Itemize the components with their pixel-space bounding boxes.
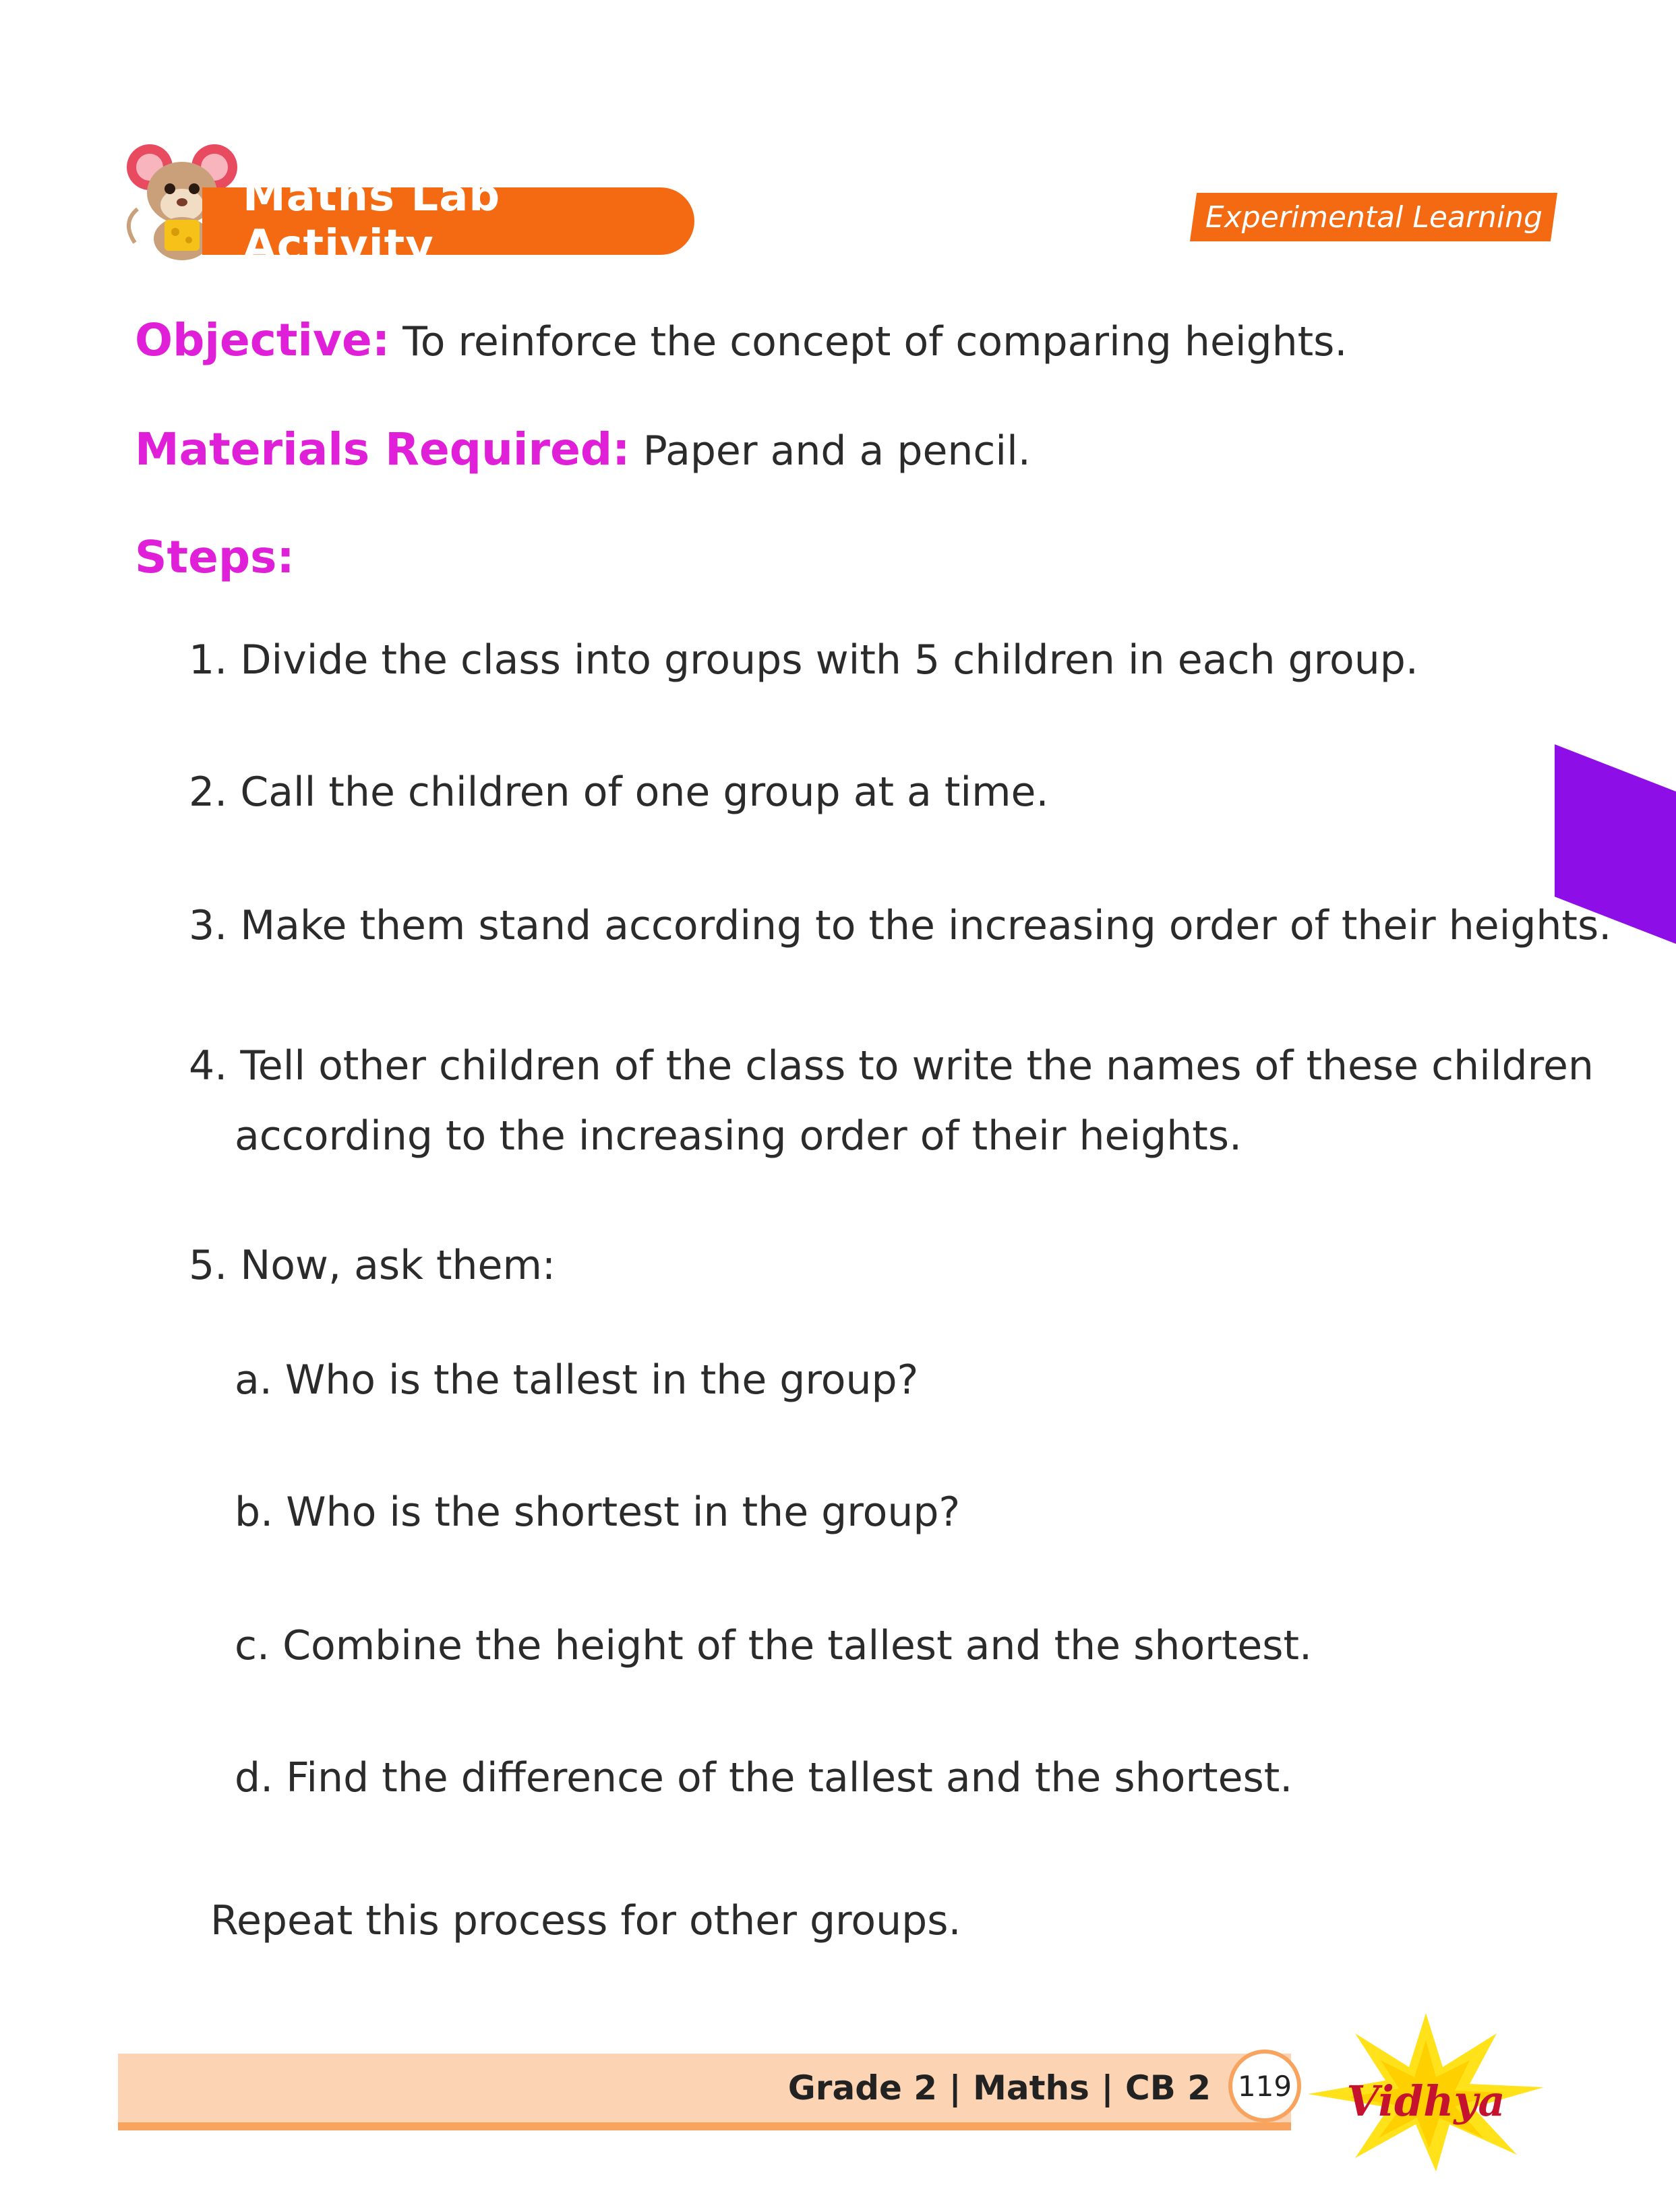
closing-instruction: Repeat this process for other groups. (210, 1897, 961, 1944)
sub-question: a. Who is the tallest in the group? (235, 1356, 919, 1404)
activity-title: Maths Lab Activity (243, 171, 501, 271)
footer-book-info: Grade 2 | Maths | CB 2 (787, 2068, 1211, 2108)
page-number: 119 (1237, 2069, 1292, 2103)
sub-question: b. Who is the shortest in the group? (235, 1489, 961, 1536)
svg-text:Vidhya: Vidhya (1346, 2076, 1505, 2126)
objective-text: To reinforce the concept of comparing heights. (402, 318, 1348, 365)
steps-heading: Steps: (135, 531, 295, 583)
step-item: 1. Divide the class into groups with 5 children in each group. (189, 636, 1418, 684)
materials-line (135, 423, 1031, 475)
objective-line (135, 314, 1348, 366)
step-item-continuation: according to the increasing order of their heights. (235, 1112, 1243, 1160)
materials-text: Paper and a pencil. (642, 427, 1031, 475)
step-item: 2. Call the children of one group at a time. (189, 769, 1049, 816)
step-item: 3. Make them stand according to the increasing order of their heights. (189, 902, 1612, 949)
materials-label: Materials Required: (135, 423, 630, 475)
experimental-learning-tag (1190, 193, 1557, 241)
experimental-learning-label: Experimental Learning (1205, 200, 1543, 235)
page-number-badge (1228, 2050, 1301, 2122)
side-tab-decoration (1555, 744, 1676, 944)
objective-label: Objective: (135, 314, 390, 366)
step-item: 5. Now, ask them: (189, 1242, 556, 1289)
activity-banner (202, 171, 694, 271)
step-item: 4. Tell other children of the class to write the names of these children (189, 1042, 1594, 1089)
vidhya-logo-icon (1301, 2006, 1551, 2175)
sub-question: d. Find the difference of the tallest and the shortest. (235, 1754, 1293, 1801)
footer-line (118, 2122, 1291, 2130)
sub-question: c. Combine the height of the tallest and the shortest. (235, 1622, 1313, 1669)
